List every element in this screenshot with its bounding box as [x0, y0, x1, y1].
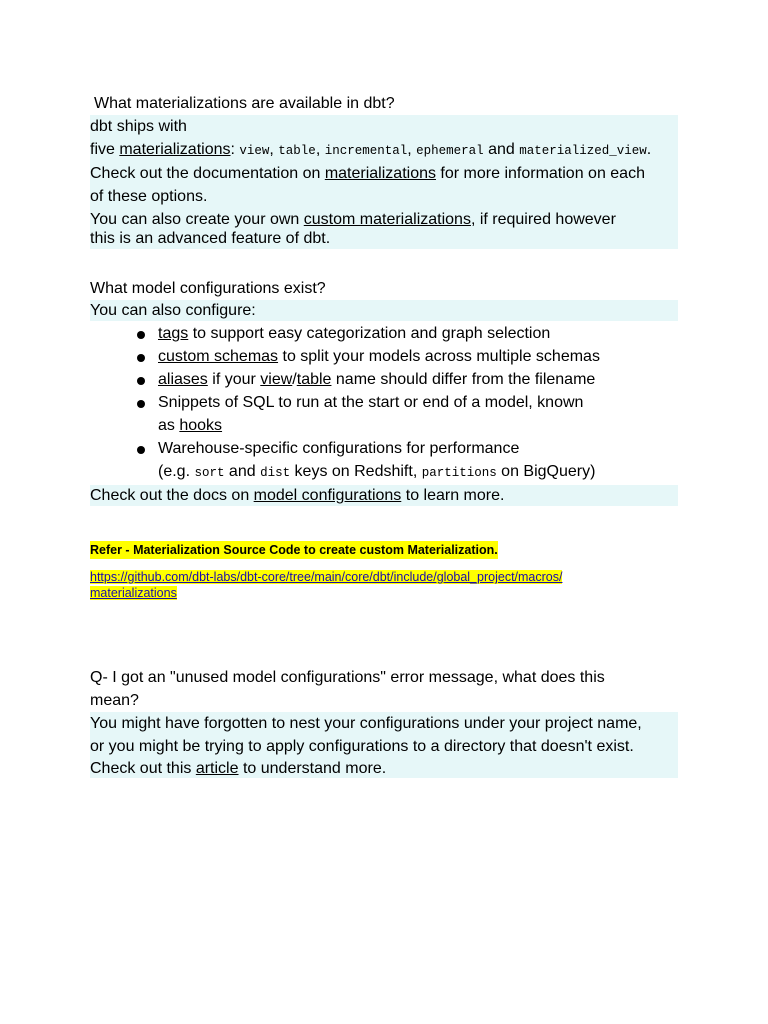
- text: Check out the docs on: [90, 487, 254, 504]
- answer-line: this is an advanced feature of dbt.: [90, 229, 678, 249]
- text: to support easy categorization and graph selection: [188, 325, 551, 342]
- view-link[interactable]: view: [260, 371, 293, 388]
- code-dist: dist: [260, 466, 291, 480]
- answer-line: You might have forgotten to nest your configurations under your project name,: [90, 712, 678, 735]
- text: and: [483, 141, 520, 158]
- text: You can also create your own: [90, 211, 304, 228]
- answer-line: or you might be trying to apply configurations to a directory that doesn't exist.: [90, 735, 678, 758]
- text: keys on Redshift,: [290, 463, 422, 480]
- code-incremental: incremental: [324, 144, 408, 158]
- text: Check out the documentation on: [90, 165, 325, 182]
- text: Warehouse-specific configurations for performance: [158, 440, 520, 457]
- text: if your: [207, 371, 261, 388]
- question-unused-configs: Q- I got an "unused model configurations" error message, what does this: [90, 669, 605, 686]
- text: Snippets of SQL to run at the start or end of a model, known: [158, 394, 584, 411]
- text: as: [158, 417, 180, 434]
- text: ,: [407, 141, 417, 158]
- code-view: view: [239, 144, 270, 158]
- refer-note: Refer - Materialization Source Code to create custom Materialization.: [90, 543, 498, 557]
- text: five: [90, 141, 120, 158]
- list-item: [90, 322, 678, 345]
- text: , if required however: [470, 211, 616, 228]
- code-sort: sort: [194, 466, 225, 480]
- text: :: [230, 141, 240, 158]
- text: ,: [315, 141, 325, 158]
- text: ,: [269, 141, 279, 158]
- answer-line: dbt ships with: [90, 115, 678, 138]
- answer-line: [90, 162, 678, 185]
- config-list: [90, 322, 678, 485]
- question-materializations: What materializations are available in dbt?: [94, 95, 395, 112]
- custom-materializations-link[interactable]: custom materializations: [303, 211, 471, 228]
- list-item: [90, 345, 678, 368]
- text: .: [646, 141, 652, 158]
- answer-line: [90, 208, 678, 231]
- question-model-configurations: What model configurations exist?: [90, 280, 326, 297]
- materializations-link[interactable]: materializations: [119, 141, 231, 158]
- text: /: [292, 371, 297, 388]
- answer-line: [90, 758, 678, 778]
- materializations-docs-link[interactable]: materializations: [324, 165, 436, 182]
- url-line-2[interactable]: materializations: [90, 586, 177, 600]
- hooks-link[interactable]: hooks: [179, 417, 223, 434]
- text: to split your models across multiple schemas: [278, 348, 600, 365]
- text: name should differ from the filename: [331, 371, 596, 388]
- custom-schemas-link[interactable]: custom schemas: [158, 348, 279, 365]
- question-unused-configs-cont: mean?: [90, 692, 139, 709]
- table-link[interactable]: table: [296, 371, 332, 388]
- answer-line: of these options.: [90, 185, 678, 208]
- article-link[interactable]: article: [195, 760, 239, 777]
- aliases-link[interactable]: aliases: [158, 371, 208, 388]
- answer-outro: [90, 485, 678, 506]
- url-line-1[interactable]: https://github.com/dbt-labs/dbt-core/tree/main/core/dbt/include/global_project/macros/: [90, 570, 563, 584]
- answer-line: [90, 138, 678, 163]
- text: Check out this: [90, 760, 196, 777]
- text: and: [224, 463, 261, 480]
- code-ephemeral: ephemeral: [416, 144, 484, 158]
- text: to learn more.: [401, 487, 505, 504]
- list-item: [90, 437, 678, 485]
- code-materialized-view: materialized_view: [519, 144, 647, 158]
- code-table: table: [278, 144, 316, 158]
- text: (e.g.: [158, 463, 195, 480]
- answer-intro: You can also configure:: [90, 300, 678, 321]
- model-configurations-link[interactable]: model configurations: [253, 487, 402, 504]
- code-partitions: partitions: [421, 466, 497, 480]
- text: for more information on each: [435, 165, 645, 182]
- list-item: [90, 368, 678, 391]
- text: to understand more.: [238, 760, 387, 777]
- source-code-url[interactable]: [90, 569, 562, 601]
- text: on BigQuery): [496, 463, 596, 480]
- list-item: [90, 391, 678, 437]
- tags-link[interactable]: tags: [158, 325, 189, 342]
